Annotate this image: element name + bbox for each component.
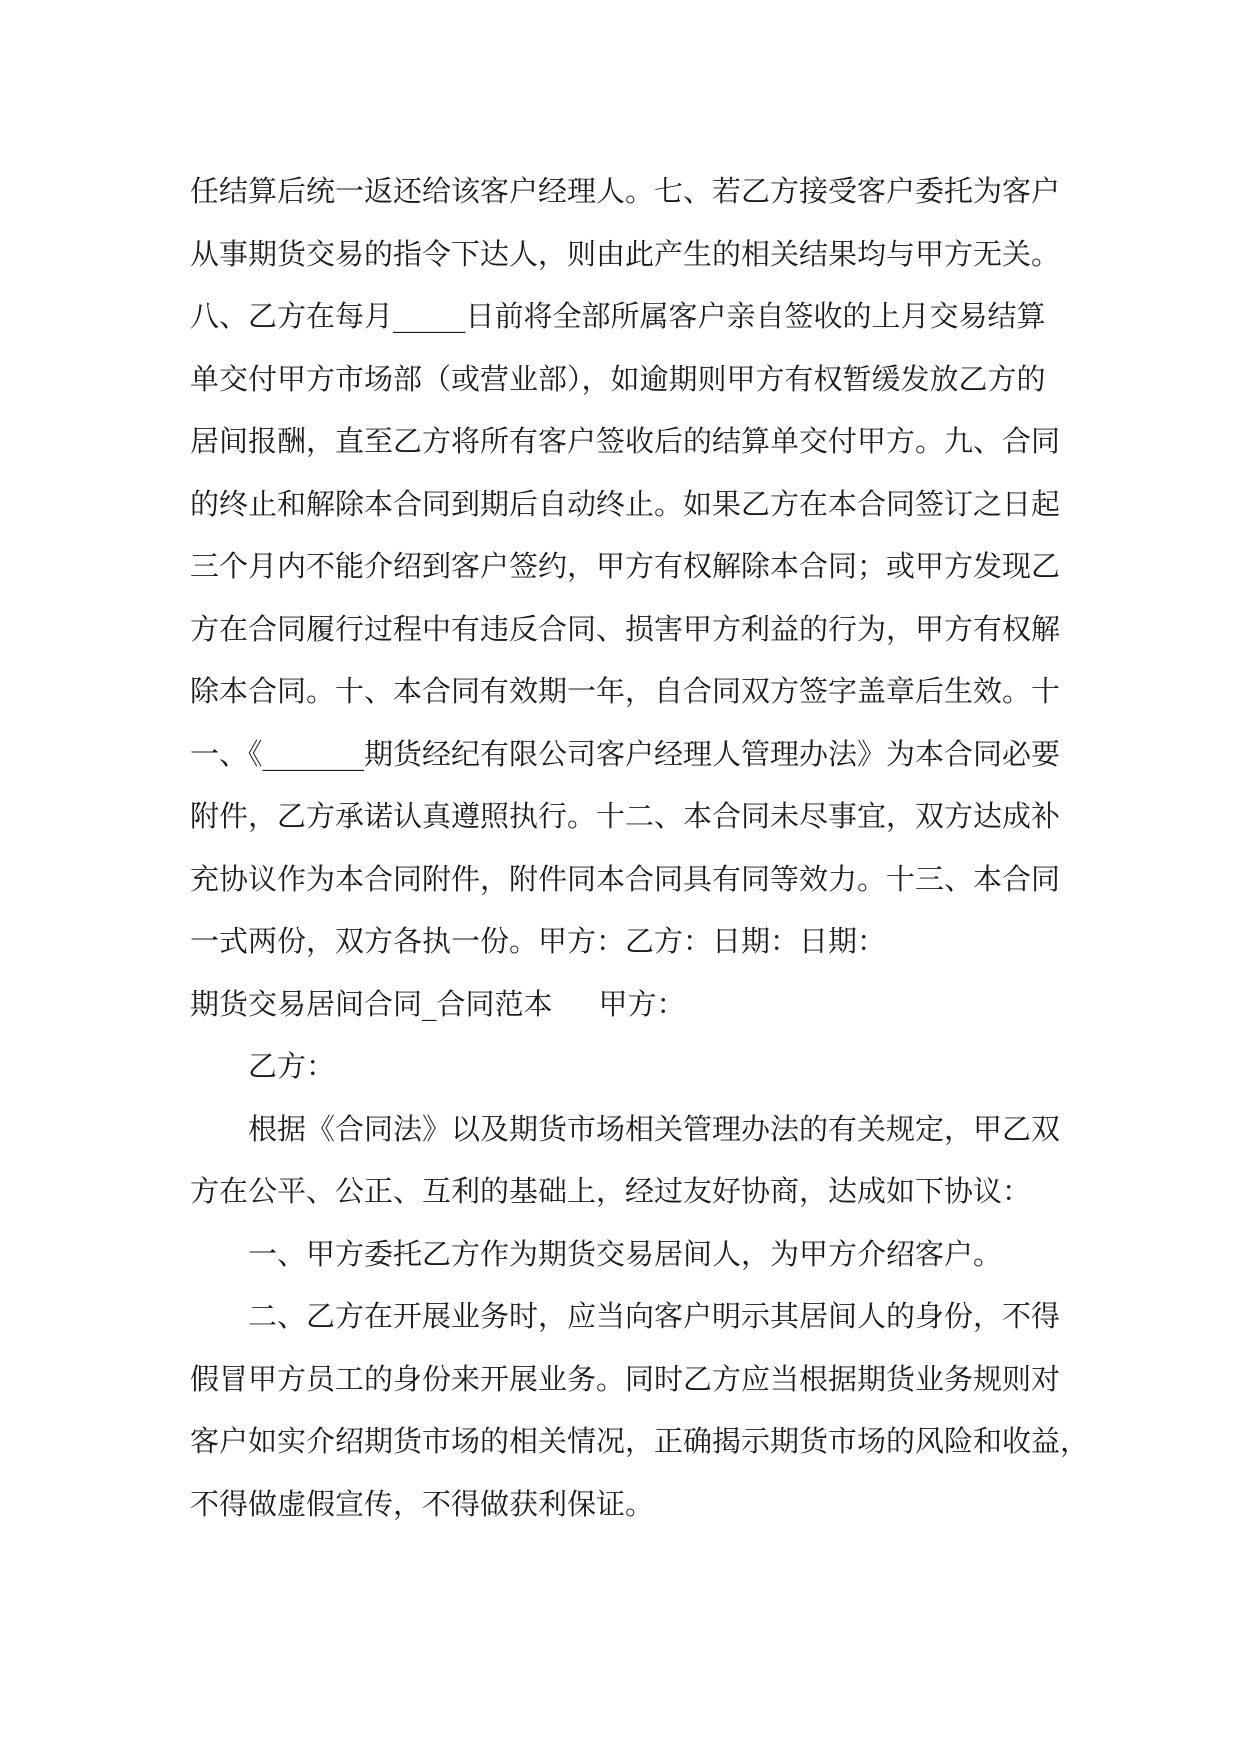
body-line: 从事期货交易的指令下达人，则由此产生的相关结果均与甲方无关。: [190, 236, 1061, 271]
body-line: 任结算后统一返还给该客户经理人。七、若乙方接受客户委托为客户: [190, 174, 1061, 208]
contract-title: 期货交易居间合同_合同范本: [190, 986, 553, 1021]
paragraph-line: 不得做虚假宣传，不得做获利保证。: [190, 1486, 655, 1521]
paragraph-line: 客户如实介绍期货市场的相关情况，正确揭示期货市场的风险和收益，: [190, 1424, 1090, 1458]
body-line: 单交付甲方市场部（或营业部），如逾期则甲方有权暂缓发放乙方的: [190, 361, 1046, 396]
body-line: 方在合同履行过程中有违反合同、损害甲方利益的行为，甲方有权解: [190, 611, 1061, 646]
document-body: [190, 160, 1090, 1535]
party-b-label: 乙方：: [248, 1049, 336, 1083]
paragraph-line: 二、乙方在开展业务时，应当向客户明示其居间人的身份，不得: [248, 1299, 1061, 1333]
body-line: 三个月内不能介绍到客户签约，甲方有权解除本合同；或甲方发现乙: [190, 549, 1061, 583]
body-line: 一、《_______期货经纪有限公司客户经理人管理办法》为本合同必要: [190, 736, 1061, 771]
paragraph-clause-2: [190, 1285, 1090, 1535]
paragraph-line: 根据《合同法》以及期货市场相关管理办法的有关规定，甲乙双: [248, 1111, 1061, 1146]
body-line: 附件，乙方承诺认真遵照执行。十二、本合同未尽事宜，双方达成补: [190, 799, 1061, 833]
body-line: 充协议作为本合同附件，附件同本合同具有同等效力。十三、本合同: [190, 861, 1061, 896]
body-line: 八、乙方在每月_____日前将全部所属客户亲自签收的上月交易结算: [190, 299, 1046, 333]
body-line: 的终止和解除本合同到期后自动终止。如果乙方在本合同签订之日起: [190, 486, 1061, 521]
party-a-label: 甲方：: [598, 986, 686, 1021]
paragraph-line: 一、甲方委托乙方作为期货交易居间人，为甲方介绍客户。: [248, 1236, 1003, 1271]
paragraph-line: 方在公平、公正、互利的基础上，经过友好协商，达成如下协议：: [190, 1174, 1032, 1208]
body-line: 一式两份，双方各执一份。甲方：乙方：日期：日期：: [190, 924, 887, 958]
paragraph-line: 假冒甲方员工的身份来开展业务。同时乙方应当根据期货业务规则对: [190, 1361, 1061, 1396]
paragraph-preamble: [190, 1098, 1080, 1223]
body-line: 除本合同。十、本合同有效期一年，自合同双方签字盖章后生效。十: [190, 674, 1061, 708]
contract-heading: [190, 973, 1080, 1036]
paragraph-clause-1: [190, 1223, 1080, 1286]
body-line: 居间报酬，直至乙方将所有客户签收后的结算单交付甲方。九、合同: [190, 424, 1061, 458]
